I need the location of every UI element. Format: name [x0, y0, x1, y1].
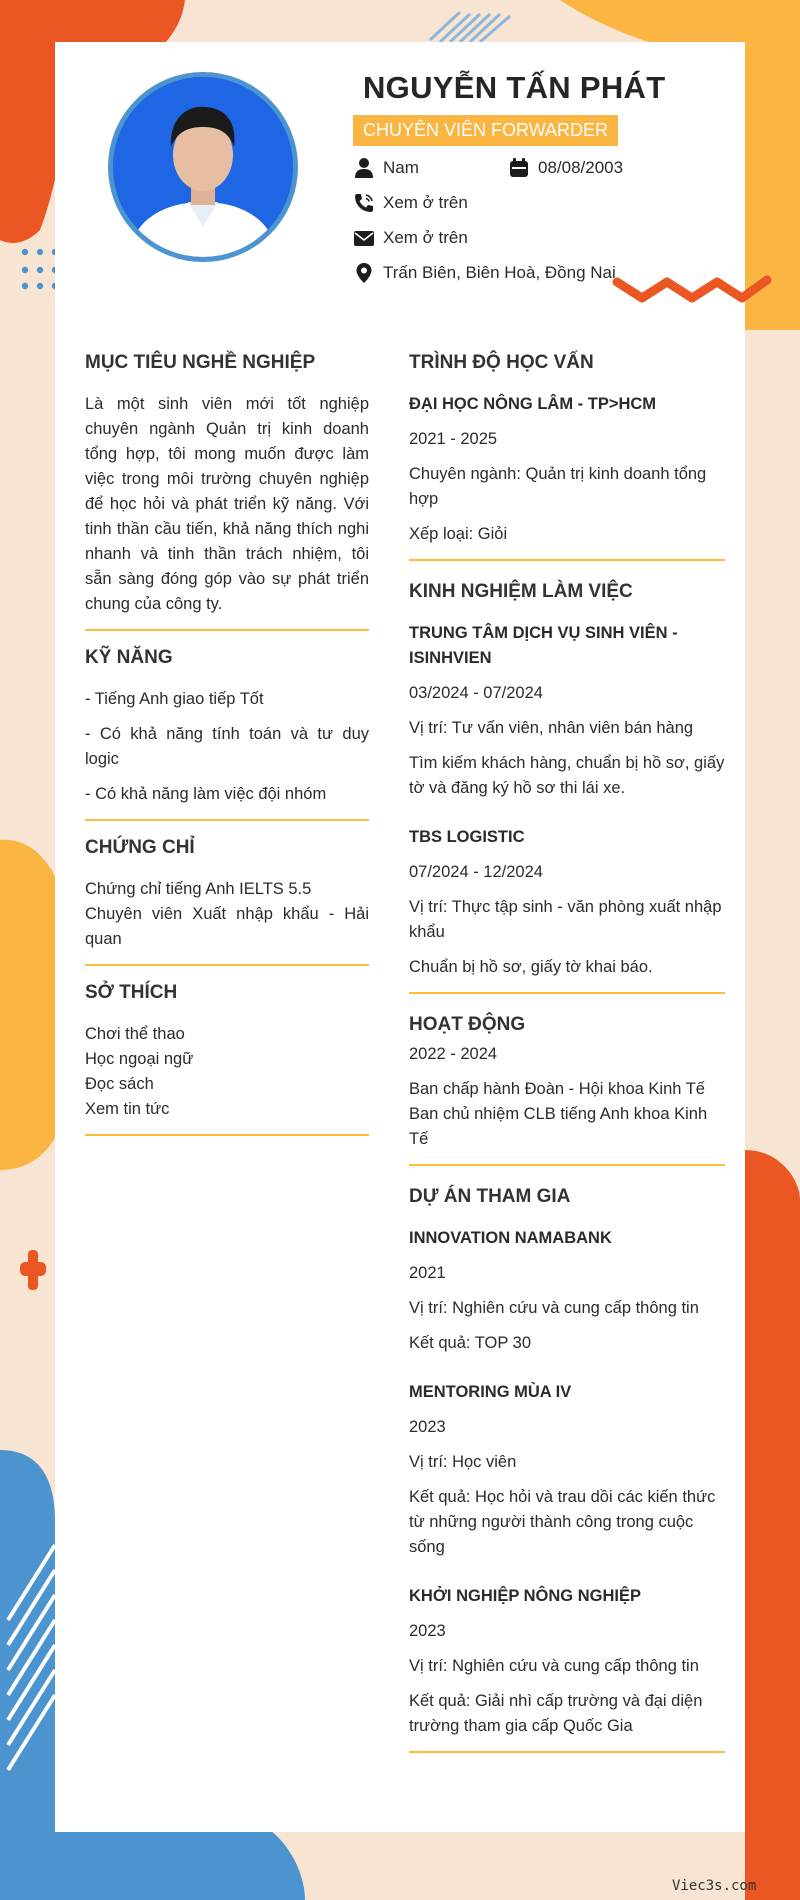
birthday-value: 08/08/2003	[538, 158, 624, 177]
activities-period: 2022 - 2024	[409, 1045, 498, 1063]
project-name: KHỞI NGHIỆP NÔNG NGHIỆP	[409, 1587, 641, 1605]
activities-title: HOẠT ĐỘNG	[409, 1014, 526, 1035]
education-major: Chuyên ngành: Quản trị kinh doanh tổng hợp	[409, 465, 707, 508]
education-title: TRÌNH ĐỘ HỌC VẤN	[409, 352, 594, 373]
person-icon	[353, 157, 375, 179]
certificate-item: Chứng chỉ tiếng Anh IELTS 5.5	[85, 880, 312, 898]
hobby-item: Xem tin tức	[85, 1100, 170, 1118]
activity-item: Ban chấp hành Đoàn - Hội khoa Kinh Tế	[409, 1080, 705, 1098]
divider	[85, 629, 369, 631]
phone-icon	[353, 192, 375, 214]
project-position: Vị trí: Nghiên cứu và cung cấp thông tin	[409, 1657, 699, 1675]
job-company: TRUNG TÂM DỊCH VỤ SINH VIÊN - ISINHVIEN	[409, 624, 678, 667]
education-rank: Xếp loại: Giỏi	[409, 525, 508, 543]
orange-blob-right	[745, 1150, 800, 1900]
job-description: Chuẩn bị hồ sơ, giấy tờ khai báo.	[409, 958, 653, 976]
project-result: Kết quả: Giải nhì cấp trường và đại diện trường tham gia cấp Quốc Gia	[409, 1692, 703, 1735]
objective-text: Là một sinh viên mới tốt nghiệp chuyên ngành Quản trị kinh doanh tổng hợp, tôi mong muốn được làm việc trong môi trường chuyên nghiệp để học hỏi và phát triển kỹ năng. Với tinh thần cầu tiến, khả năng thích nghi nhanh và tinh thần trách nhiệm, tôi sẵn sàng đóng góp vào sự phát triển chung của công ty.	[85, 395, 369, 613]
calendar-icon	[508, 157, 530, 179]
project-year: 2023	[409, 1418, 446, 1436]
hobbies-title: SỞ THÍCH	[85, 982, 178, 1003]
experience-title: KINH NGHIỆM LÀM VIỆC	[409, 581, 633, 602]
hobby-item: Chơi thể thao	[85, 1025, 185, 1043]
email-value: Xem ở trên	[383, 228, 468, 247]
objective-title: MỤC TIÊU NGHỀ NGHIỆP	[85, 352, 316, 373]
divider	[409, 1751, 725, 1753]
project-year: 2023	[409, 1622, 446, 1640]
phone-value: Xem ở trên	[383, 193, 468, 212]
divider	[409, 1164, 725, 1166]
divider	[409, 559, 725, 561]
project-year: 2021	[409, 1264, 446, 1282]
avatar	[108, 72, 298, 262]
right-column	[409, 352, 725, 1773]
contact-address	[353, 262, 653, 286]
orange-plus-shape	[20, 1250, 46, 1290]
location-pin-icon	[353, 262, 375, 284]
skill-item: - Tiếng Anh giao tiếp Tốt	[85, 690, 264, 708]
job-description: Tìm kiếm khách hàng, chuẩn bị hồ sơ, giấy tờ và đăng ký hồ sơ thi lái xe.	[409, 754, 725, 797]
candidate-name: NGUYỄN TẤN PHÁT	[363, 70, 666, 105]
hobby-item: Đọc sách	[85, 1075, 154, 1093]
person-photo	[113, 77, 293, 257]
education-period: 2021 - 2025	[409, 430, 498, 448]
contact-email	[353, 227, 553, 251]
school-name: ĐẠI HỌC NÔNG LÂM - TP>HCM	[409, 395, 657, 413]
hobby-item: Học ngoại ngữ	[85, 1050, 194, 1068]
contact-gender	[353, 157, 493, 181]
certificate-item: Chuyên viên Xuất nhập khẩu - Hải quan	[85, 905, 369, 948]
job-title-tag: CHUYÊN VIÊN FORWARDER	[353, 115, 618, 146]
job-company: TBS LOGISTIC	[409, 828, 525, 846]
striped-circle-top	[430, 12, 510, 42]
divider	[85, 1134, 369, 1136]
skill-item: - Có khả năng làm việc đội nhóm	[85, 785, 327, 803]
divider	[409, 992, 725, 994]
projects-title: DỰ ÁN THAM GIA	[409, 1186, 571, 1207]
activity-item: Ban chủ nhiệm CLB tiếng Anh khoa Kinh Tế	[409, 1105, 708, 1148]
job-period: 03/2024 - 07/2024	[409, 684, 543, 702]
project-position: Vị trí: Học viên	[409, 1453, 517, 1471]
address-value: Trấn Biên, Biên Hoà, Đồng Nai	[383, 263, 616, 282]
certificates-title: CHỨNG CHỈ	[85, 837, 195, 858]
project-result: Kết quả: Học hỏi và trau dồi các kiến thức từ những người thành công trong cuộc sống	[409, 1488, 716, 1556]
job-period: 07/2024 - 12/2024	[409, 863, 543, 881]
mail-icon	[353, 227, 375, 249]
divider	[85, 819, 369, 821]
job-position: Vị trí: Thực tập sinh - văn phòng xuất nhập khẩu	[409, 898, 722, 941]
project-result: Kết quả: TOP 30	[409, 1334, 532, 1352]
project-position: Vị trí: Nghiên cứu và cung cấp thông tin	[409, 1299, 699, 1317]
project-name: MENTORING MÙA IV	[409, 1383, 572, 1401]
job-position: Vị trí: Tư vấn viên, nhân viên bán hàng	[409, 719, 694, 737]
divider	[85, 964, 369, 966]
watermark: Viec3s.com	[672, 1878, 757, 1894]
left-column	[85, 352, 369, 1152]
skill-item: - Có khả năng tính toán và tư duy logic	[85, 725, 369, 768]
skills-title: KỸ NĂNG	[85, 647, 173, 668]
contact-birthday	[508, 157, 668, 181]
contact-phone	[353, 192, 553, 216]
project-name: INNOVATION NAMABANK	[409, 1229, 612, 1247]
gender-value: Nam	[383, 158, 419, 177]
